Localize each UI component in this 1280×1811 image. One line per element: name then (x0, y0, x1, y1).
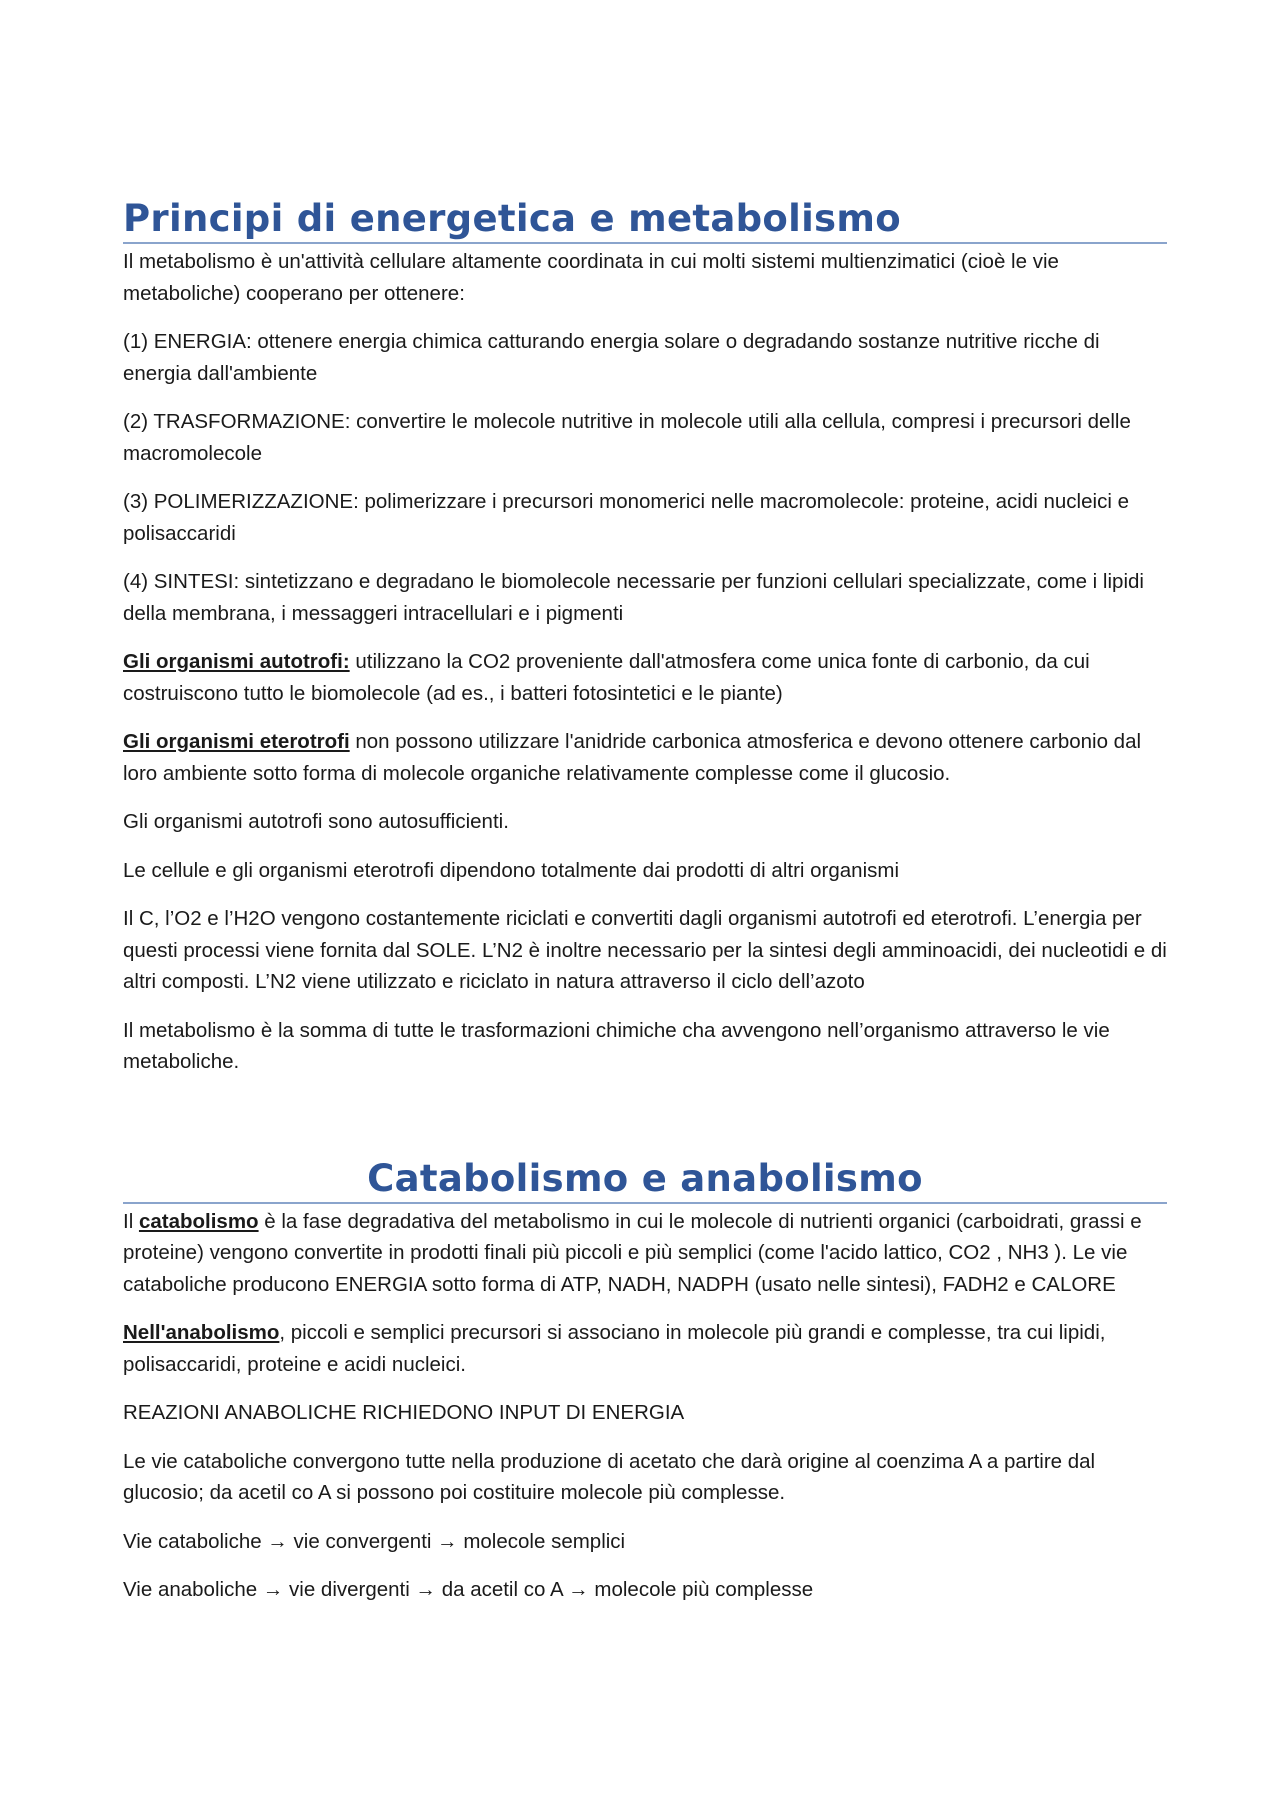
section-title-catabolismo: Catabolismo e anabolismo (123, 1156, 1167, 1204)
paragraph-vie-cataboliche: Vie cataboliche → vie convergenti → molecole semplici (123, 1529, 626, 1553)
document-page (123, 196, 1167, 1623)
paragraph-autosufficienti: Gli organismi autotrofi sono autosufficienti. (123, 810, 509, 833)
paragraph-trasformazione: (2) TRASFORMAZIONE: convertire le molecole nutritive in molecole utili alla cellula, compresi i precursori delle macromolecole (123, 410, 1131, 465)
paragraph-reazioni-anaboliche: REAZIONI ANABOLICHE RICHIEDONO INPUT DI ENERGIA (123, 1401, 685, 1424)
paragraph-dipendenza: Le cellule e gli organismi eterotrofi dipendono totalmente dai prodotti di altri organismi (123, 858, 900, 882)
paragraph-convergenza: Le vie cataboliche convergono tutte nella produzione di acetato che darà origine al coenzima A a partire dal glucosio; da acetil co A si possono poi costituire molecole più complesse. (123, 1449, 1096, 1504)
paragraph-definizione-metabolismo: Il metabolismo è la somma di tutte le trasformazioni chimiche cha avvengono nell’organismo attraverso le vie metaboliche. (123, 1018, 1110, 1073)
term-autotrofi: Gli organismi autotrofi: (123, 650, 350, 673)
paragraph-anabolismo (123, 1317, 1167, 1380)
text-autotrofi: utilizzano la CO2 proveniente dall'atmosfera come unica fonte di carbonio, da cui costruiscono tutto le biomolecole (ad es., i batteri fotosintetici e le piante) (123, 650, 1090, 705)
section-title-energetica: Principi di energetica e metabolismo (123, 196, 1167, 244)
text-catabolismo-pre: Il (123, 1209, 139, 1233)
paragraph-polimerizzazione: (3) POLIMERIZZAZIONE: polimerizzare i precursori monomerici nelle macromolecole: proteine, acidi nucleici e polisaccaridi (123, 490, 1129, 545)
paragraph-eterotrofi (123, 726, 1167, 789)
text-anabolismo: , piccoli e semplici precursori si associano in molecole più grandi e complesse, tra cui lipidi, polisaccaridi, proteine e acidi nucleici. (123, 1321, 1106, 1376)
term-eterotrofi: Gli organismi eterotrofi (123, 730, 350, 753)
term-anabolismo: Nell'anabolismo (123, 1321, 280, 1344)
paragraph-vie-anaboliche: Vie anaboliche → vie divergenti → da acetil co A → molecole più complesse (123, 1578, 814, 1601)
paragraph-cicli: Il C, l’O2 e l’H2O vengono costantemente riciclati e convertiti dagli organismi autotrofi ed eterotrofi. L’energia per questi processi viene fornita dal SOLE. L’N2 è inoltre necessario per la sintesi degli amminoacidi, dei nucleotidi e di altri composti. L’N2 viene utilizzato e riciclato in natura attraverso il ciclo dell’azoto (123, 907, 1167, 993)
paragraph-metabolismo-intro: Il metabolismo è un'attività cellulare altamente coordinata in cui molti sistemi multienzimatici (cioè le vie metaboliche) cooperano per ottenere: (123, 250, 1059, 305)
paragraph-energia: (1) ENERGIA: ottenere energia chimica catturando energia solare o degradando sostanze nutritive ricche di energia dall'ambiente (123, 330, 1100, 385)
paragraph-sintesi: (4) SINTESI: sintetizzano e degradano le biomolecole necessarie per funzioni cellulari specializzate, come i lipidi della membrana, i messaggeri intracellulari e i pigmenti (123, 570, 1144, 625)
paragraph-catabolismo (123, 1206, 1167, 1301)
text-catabolismo: è la fase degradativa del metabolismo in cui le molecole di nutrienti organici (carboidrati, grassi e proteine) vengono convertite in prodotti finali più piccoli e più semplici (come l'acido lattico, CO2 , NH3 ). Le vie cataboliche producono ENERGIA sotto forma di ATP, NADH, NADPH (usato nelle sintesi), FADH2 e CALORE (123, 1209, 1142, 1296)
paragraph-autotrofi (123, 646, 1167, 709)
term-catabolismo: catabolismo (138, 1209, 259, 1233)
text-eterotrofi: non possono utilizzare l'anidride carbonica atmosferica e devono ottenere carbonio dal loro ambiente sotto forma di molecole organiche relativamente complesse come il glucosio. (123, 730, 1142, 785)
